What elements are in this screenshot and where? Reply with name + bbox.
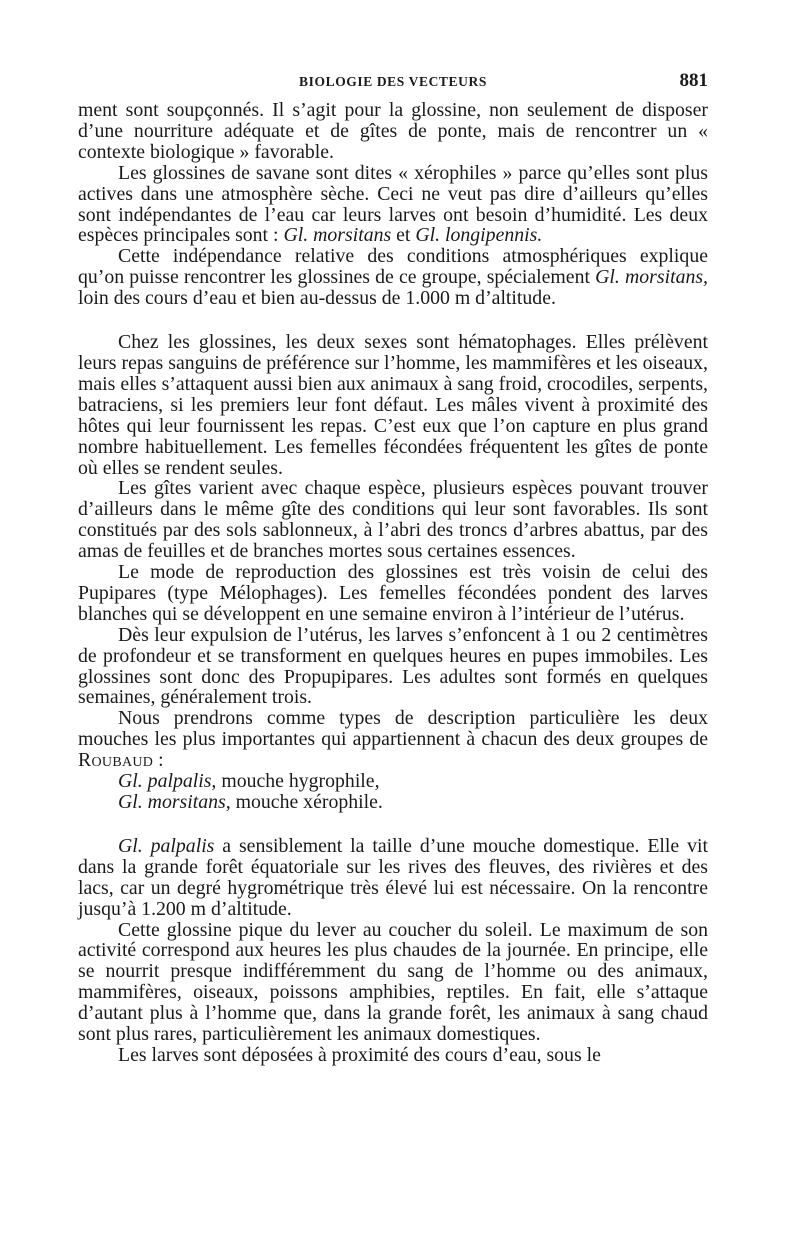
paragraph xyxy=(78,332,708,478)
running-title: BIOLOGIE DES VECTEURS xyxy=(299,74,487,89)
text-run: et xyxy=(391,224,416,247)
body-text xyxy=(78,100,708,1066)
paragraph xyxy=(78,562,708,625)
text-run: Les gîtes varient avec chaque espèce, plusieurs espèces pouvant trouver d’ailleurs dans le même gîte des conditions qui leur sont favorables. Ils sont constitués par des sols sablonneux, à l’abri des troncs d’arbres abattus, par des amas de feuilles et de branches mortes sous certaines essences. xyxy=(78,477,708,563)
text-run: Les larves sont déposées à proximité des cours d’eau, sous le xyxy=(118,1043,601,1066)
author-name: Roubaud xyxy=(78,749,154,772)
text-run: Cette indépendance relative des conditions atmosphériques explique qu’on puisse rencontrer les glossines de ce groupe, spécialement xyxy=(78,245,708,289)
italic-text: Gl. morsitans, xyxy=(595,266,708,289)
running-header xyxy=(78,66,708,100)
italic-text: Gl. morsitans xyxy=(283,224,392,247)
paragraph xyxy=(78,920,708,1045)
paragraph xyxy=(78,163,708,247)
text-run: Chez les glossines, les deux sexes sont hématophages. Elles prélèvent leurs repas sanguins de préférence sur l’homme, les mammifères et les oiseaux, mais elles s’attaquent aussi bien aux animaux à sang froid, crocodiles, serpents, batraciens, si les premiers leur font défaut. Les mâles vivent à proximité des hôtes qui leur fournissent les repas. C’est eux que l’on capture en plus grand nombre habituellement. Les femelles fécondées fréquentent les gîtes de ponte où elles se rendent seules. xyxy=(78,331,708,479)
paragraph xyxy=(78,246,708,309)
italic-text: Gl. longipennis. xyxy=(415,224,543,247)
paragraph xyxy=(78,100,708,163)
paragraph xyxy=(78,625,708,709)
text-run: loin des cours d’eau et bien au-dessus de 1.000 m d’altitude. xyxy=(78,287,556,310)
italic-text: Gl. palpalis xyxy=(118,834,215,857)
italic-text: Gl. palpalis, xyxy=(118,770,217,793)
text-run: mouche xérophile. xyxy=(230,791,383,813)
text-run: a sensiblement la taille d’une mouche domestique. Elle vit dans la grande forêt équatoriale sur les rives des fleuves, des rivières et des lacs, car un degré hygrométrique très élevé lui est nécessaire. On la rencontre jusqu’à 1.200 m d’altitude. xyxy=(78,834,708,920)
paragraph xyxy=(78,1045,708,1066)
text-run: Dès leur expulsion de l’utérus, les larves s’enfoncent à 1 ou 2 centimètres de profondeur et se transforment en quelques heures en pupes immobiles. Les glossines sont donc des Propupipares. Les adultes sont formés en quelques semaines, généralement trois. xyxy=(78,623,708,709)
text-run: : xyxy=(153,749,164,772)
text-run: Nous prendrons comme types de description particulière les deux mouches les plus importantes qui appartiennent à chacun des deux groupes de xyxy=(78,707,708,751)
page-number: 881 xyxy=(679,70,708,91)
species-list-item xyxy=(78,792,708,813)
italic-text: Gl. morsitans, xyxy=(118,791,231,813)
paragraph xyxy=(78,836,708,920)
document-page xyxy=(78,66,708,1066)
paragraph xyxy=(78,708,708,771)
text-run: Les glossines de savane sont dites « xérophiles » parce qu’elles sont plus actives dans une atmosphère sèche. Ceci ne veut pas dire d’ailleurs qu’elles sont indépendantes de l’eau car leurs larves ont besoin d’humidité. Les deux espèces principales sont : xyxy=(78,161,708,247)
species-list-item xyxy=(78,771,708,792)
paragraph xyxy=(78,478,708,562)
text-run: Cette glossine pique du lever au coucher du soleil. Le maximum de son activité correspond aux heures les plus chaudes de la journée. En principe, elle se nourrit presque indifféremment du sang de l’homme ou des animaux, mammifères, oiseaux, poissons amphibies, reptiles. En fait, elle s’attaque d’autant plus à l’homme que, dans la grande forêt, les animaux à sang chaud sont plus rares, particulièrement les animaux domestiques. xyxy=(78,918,708,1046)
text-run: mouche hygrophile, xyxy=(216,770,380,793)
text-run: Le mode de reproduction des glossines est très voisin de celui des Pupipares (type Mélophages). Les femelles fécondées pondent des larves blanches qui se développent en une semaine environ à l’intérieur de l’utérus. xyxy=(78,561,708,625)
text-run: ment sont soupçonnés. Il s’agit pour la glossine, non seulement de disposer d’une nourriture adéquate et de gîtes de ponte, mais de rencontrer un « contexte biologique » favorable. xyxy=(78,99,708,163)
